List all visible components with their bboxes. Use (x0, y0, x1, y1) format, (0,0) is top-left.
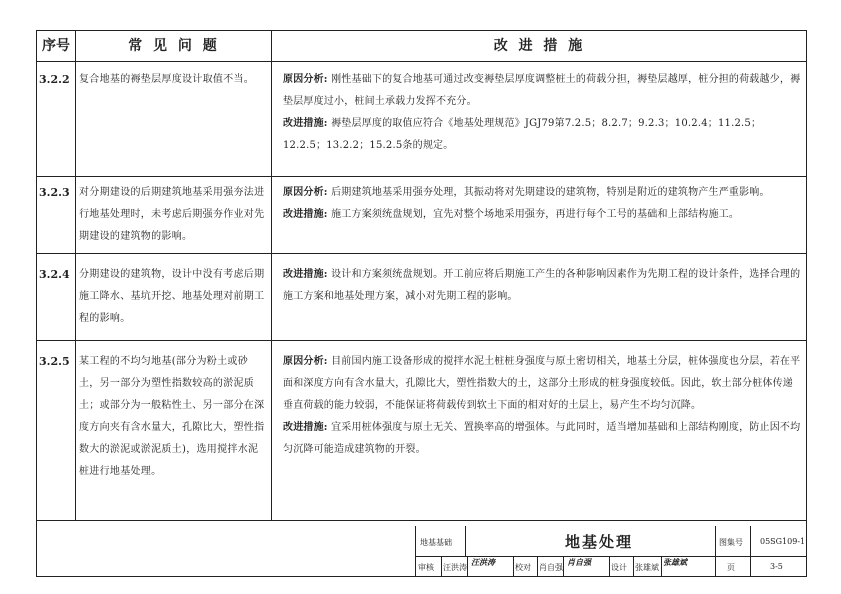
tb-design-signature: 张雄斌 (663, 558, 687, 567)
para-text: 褥垫层厚度的取值应符合《地基处理规范》JGJ79第7.2.5；8.2.7；9.2.3；10.2.4；11.2.5；12.2.5；13.2.2；15.2.5条的规定。 (283, 118, 762, 151)
tb-check-label: 校对 (515, 563, 531, 572)
header-solution: 改 进 措 施 (493, 38, 586, 54)
row-problem: 复合地基的褥垫层厚度设计取值不当。 (79, 74, 255, 85)
row-no: 3.2.2 (39, 73, 70, 86)
para-label: 原因分析: (283, 356, 328, 367)
header-no: 序号 (42, 38, 70, 54)
row-divider (37, 176, 806, 177)
tb-rule (441, 556, 442, 576)
row-no: 3.2.3 (39, 186, 70, 199)
tb-page-label: 页 (727, 563, 735, 572)
tb-review-signature: 汪洪涛 (471, 558, 495, 567)
tb-rule (415, 526, 416, 576)
drawing-sheet (36, 30, 807, 577)
tb-rule (513, 556, 514, 576)
para-text: 后期建筑地基采用强夯处理，其振动将对先期建设的建筑物，特别是附近的建筑物产生严重影响。 (331, 187, 770, 198)
solution-para (283, 351, 803, 417)
tb-rule (563, 556, 564, 576)
tb-review-label: 审核 (418, 563, 434, 572)
tb-review-name: 汪洪涛 (443, 563, 467, 572)
tb-title: 地基处理 (565, 533, 634, 551)
tb-rule (467, 556, 468, 576)
tb-rule (661, 556, 662, 576)
para-label: 改进措施: (283, 209, 328, 220)
row-divider (37, 253, 806, 254)
tb-atlas-no: 05SG109-1 (760, 537, 806, 546)
column-divider (271, 31, 272, 521)
row-solution (283, 264, 803, 308)
para-text: 设计和方案须统盘规划。开工前应将后期施工产生的各种影响因素作为先期工程的设计条件，选择合理的施工方案和地基处理方案，减小对先期工程的影响。 (283, 269, 801, 302)
solution-para (283, 264, 803, 308)
row-no: 3.2.4 (39, 268, 70, 281)
para-text: 刚性基础下的复合地基可通过改变褥垫层厚度调整桩土的荷载分担，褥垫层越厚，桩分担的荷载越少，褥垫层厚度过小，桩间土承载力发挥不充分。 (283, 74, 801, 107)
solution-para (283, 69, 803, 113)
tb-design-label: 设计 (611, 563, 627, 572)
tb-rule (715, 526, 716, 576)
tb-rule (633, 556, 634, 576)
para-text: 宜采用桩体强度与原土无关、置换率高的增强体。与此同时，适当增加基础和上部结构刚度，防止因不均匀沉降可能造成建筑物的开裂。 (283, 422, 801, 455)
para-text: 目前国内施工设备形成的搅拌水泥土桩桩身强度与原土密切相关，地基土分层，桩体强度也分层，若在平面和深度方向有含水量大，孔隙比大，塑性指数大的土，这部分土形成的桩身强度较低。因此，软土部分桩体传递垂直荷载的能力较弱，不能保证将荷载传到软土下面的相对好的土层上，易产生不均匀沉降。 (283, 356, 801, 411)
row-solution (283, 182, 803, 226)
solution-para (283, 182, 803, 204)
solution-para (283, 417, 803, 461)
row-no: 3.2.5 (39, 355, 70, 368)
title-block (415, 526, 806, 576)
column-divider (75, 31, 76, 521)
table-header (37, 31, 806, 62)
tb-category: 地基基础 (420, 538, 452, 547)
para-label: 原因分析: (283, 74, 328, 85)
row-problem: 对分期建设的后期建筑地基采用强夯法进行地基处理时，未考虑后期强夯作业对先期建设的建筑物的影响。 (79, 187, 265, 242)
row-solution (283, 69, 803, 157)
para-label: 改进措施: (283, 118, 328, 129)
row-problem: 某工程的不均匀地基(部分为粉土或砂土，另一部分为塑性指数较高的淤泥质土；或部分为一般粘性土、另一部分在深度方向夹有含水量大，孔隙比大，塑性指数大的淤泥或淤泥质土)，选用搅拌水泥桩进行地基处理。 (79, 356, 265, 477)
row-divider (37, 340, 806, 341)
para-label: 原因分析: (283, 187, 328, 198)
tb-atlas-label: 图集号 (719, 538, 743, 547)
para-text: 施工方案须统盘规划，宜先对整个场地采用强夯，再进行每个工号的基础和上部结构施工。 (331, 209, 740, 220)
para-label: 改进措施: (283, 422, 328, 433)
tb-page-no: 3-5 (770, 562, 783, 571)
tb-rule (465, 526, 466, 556)
tb-design-name: 张雄斌 (635, 563, 659, 572)
row-problem: 分期建设的建筑物，设计中没有考虑后期施工降水、基坑开挖、地基处理对前期工程的影响。 (79, 269, 265, 324)
tb-rule (750, 526, 751, 576)
row-solution (283, 351, 803, 461)
header-problem: 常 见 问 题 (128, 38, 220, 54)
tb-rule (537, 556, 538, 576)
solution-para (283, 113, 803, 157)
solution-para (283, 204, 803, 226)
tb-check-name: 肖自强 (539, 563, 563, 572)
tb-rule (609, 556, 610, 576)
row-divider (37, 520, 806, 521)
para-label: 改进措施: (283, 269, 328, 280)
tb-check-signature: 肖自强 (567, 558, 591, 567)
